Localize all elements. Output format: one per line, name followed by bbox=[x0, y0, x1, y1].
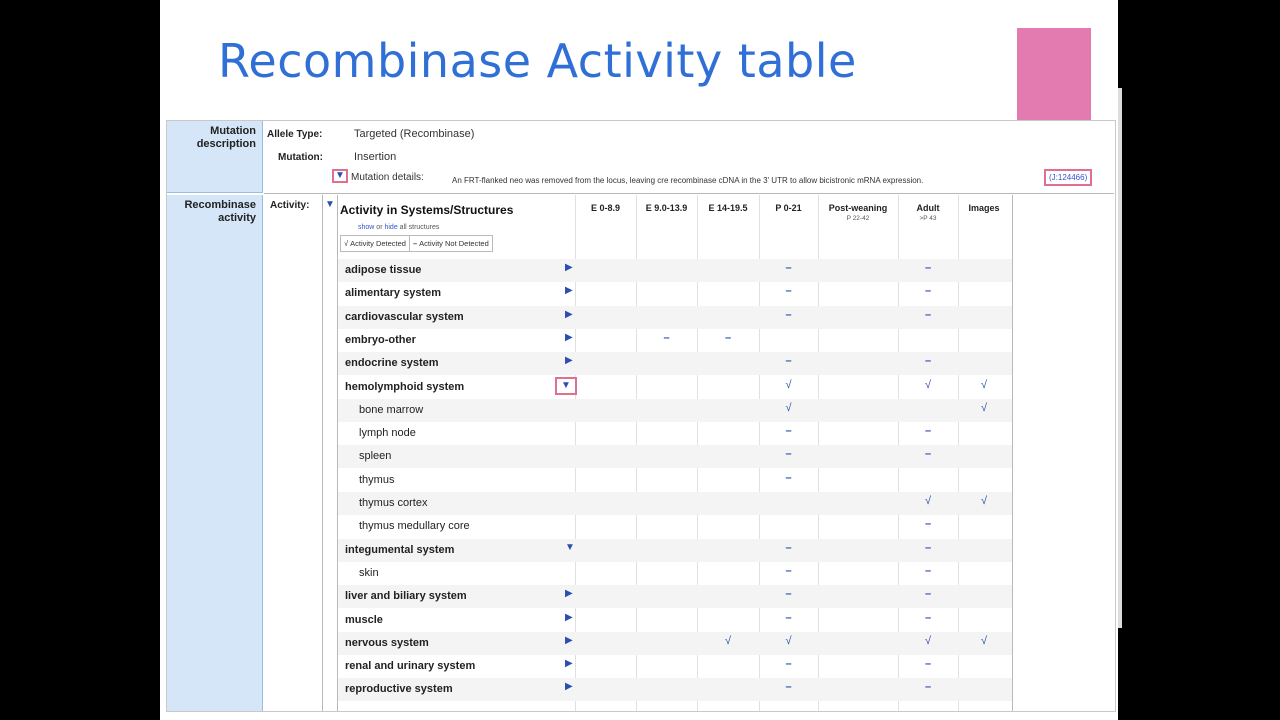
structure-row bbox=[338, 585, 1012, 608]
structure-label: reproductive system bbox=[345, 683, 453, 696]
structure-label: muscle bbox=[345, 613, 383, 626]
mutation-description-body bbox=[264, 121, 1114, 194]
or-text: or bbox=[376, 224, 383, 231]
allele-type-key: Allele Type: bbox=[267, 129, 323, 140]
show-all-link[interactable]: show bbox=[358, 224, 375, 231]
mutation-details-toggle[interactable] bbox=[332, 169, 348, 183]
show-hide-controls bbox=[358, 224, 439, 231]
activity-not-detected-mark: – bbox=[785, 588, 792, 601]
activity-not-detected-mark: – bbox=[924, 658, 932, 671]
mutation-details-text: An FRT-flanked neo was removed from the locus, leaving cre recombinase cDNA in the 3' UTR to allow bicistronic mRNA expression. bbox=[452, 176, 924, 185]
column-header bbox=[898, 203, 958, 222]
structure-label: thymus cortex bbox=[359, 497, 428, 509]
structure-label: cardiovascular system bbox=[345, 310, 464, 323]
legend-not-detected-label: Activity Not Detected bbox=[419, 239, 489, 248]
structure-label: adipose tissue bbox=[345, 264, 422, 276]
activity-not-detected-mark: – bbox=[663, 331, 670, 344]
expand-triangle-icon[interactable]: ▶ bbox=[565, 658, 573, 670]
structure-row bbox=[338, 329, 1012, 352]
structure-row bbox=[338, 515, 1012, 538]
mutation-description-label: Mutation description bbox=[167, 121, 263, 193]
structure-label: liver and biliary system bbox=[345, 590, 467, 603]
activity-grid-title: Activity in Systems/Structures bbox=[340, 203, 514, 217]
activity-detected-mark: √ bbox=[924, 634, 932, 647]
activity-not-detected-mark: – bbox=[785, 262, 792, 274]
column-header bbox=[697, 203, 759, 213]
column-header-label: P 0-21 bbox=[775, 203, 802, 213]
activity-detected-mark: √ bbox=[785, 378, 792, 391]
activity-column bbox=[264, 195, 335, 711]
structure-row bbox=[338, 562, 1012, 585]
activity-grid bbox=[337, 195, 1013, 711]
activity-not-detected-mark: – bbox=[924, 285, 932, 298]
column-header bbox=[759, 203, 818, 213]
mutation-value: Insertion bbox=[354, 151, 397, 163]
activity-not-detected-mark: – bbox=[785, 564, 792, 577]
expand-triangle-icon[interactable]: ▶ bbox=[565, 285, 573, 297]
triangle-down-icon: ▼ bbox=[335, 170, 345, 181]
activity-not-detected-mark: – bbox=[924, 588, 932, 601]
expand-triangle-icon[interactable]: ▶ bbox=[565, 611, 573, 623]
structure-row bbox=[338, 632, 1012, 655]
structure-label: skin bbox=[359, 566, 379, 579]
decorative-pink-block bbox=[1017, 28, 1091, 120]
allele-type-value: Targeted (Recombinase) bbox=[354, 128, 475, 140]
structure-row bbox=[338, 492, 1012, 515]
structure-row bbox=[338, 399, 1012, 422]
activity-toggle-icon[interactable]: ▼ bbox=[325, 199, 335, 210]
slide-title: Recombinase Activity table bbox=[218, 34, 857, 88]
structure-label: alimentary system bbox=[345, 287, 441, 300]
activity-not-detected-mark: – bbox=[785, 355, 792, 368]
column-header bbox=[818, 203, 898, 222]
structure-label: integumental system bbox=[345, 543, 455, 556]
structure-row bbox=[338, 259, 1012, 282]
mutation-details-key: Mutation details: bbox=[351, 172, 424, 183]
structure-label: endocrine system bbox=[345, 357, 439, 370]
allele-detail-panel bbox=[166, 120, 1116, 712]
all-structures-text: all structures bbox=[399, 224, 440, 231]
activity-not-detected-mark: – bbox=[924, 308, 932, 321]
structure-row bbox=[338, 352, 1012, 375]
structure-row bbox=[338, 376, 1012, 399]
expand-triangle-icon[interactable]: ▶ bbox=[565, 681, 573, 693]
activity-detected-mark: √ bbox=[724, 634, 732, 647]
activity-not-detected-mark: – bbox=[924, 564, 932, 577]
structure-row bbox=[338, 539, 1012, 562]
collapse-triangle-icon[interactable]: ▼ bbox=[555, 377, 577, 395]
activity-not-detected-mark: – bbox=[785, 541, 792, 554]
checkmark-icon: √ bbox=[344, 239, 349, 248]
activity-not-detected-mark: – bbox=[924, 681, 932, 694]
activity-not-detected-mark: – bbox=[724, 331, 732, 344]
dash-icon: – bbox=[412, 239, 418, 248]
structure-label: embryo-other bbox=[345, 333, 416, 346]
expand-triangle-icon[interactable]: ▶ bbox=[565, 308, 573, 320]
expand-triangle-icon[interactable]: ▶ bbox=[565, 355, 573, 367]
activity-detected-mark: √ bbox=[980, 634, 988, 647]
activity-not-detected-mark: – bbox=[924, 262, 932, 274]
activity-not-detected-mark: – bbox=[785, 611, 792, 624]
column-header-label: Adult bbox=[916, 203, 940, 213]
structure-row bbox=[338, 306, 1012, 329]
activity-detected-mark: √ bbox=[924, 495, 932, 507]
activity-not-detected-mark: – bbox=[924, 518, 932, 531]
activity-not-detected-mark: – bbox=[924, 541, 932, 554]
column-header-label: E 0-8.9 bbox=[590, 203, 621, 213]
column-header-label: Post-weaning bbox=[828, 203, 888, 213]
reference-link[interactable]: (J:124466) bbox=[1044, 169, 1092, 186]
expand-triangle-icon[interactable]: ▶ bbox=[565, 331, 573, 343]
activity-not-detected-mark: – bbox=[785, 425, 792, 438]
activity-not-detected-mark: – bbox=[785, 658, 792, 671]
structure-label: spleen bbox=[359, 450, 392, 463]
mutation-key: Mutation: bbox=[278, 152, 323, 163]
structure-row bbox=[338, 655, 1012, 678]
activity-detected-mark: √ bbox=[924, 378, 932, 391]
expand-triangle-icon[interactable]: ▶ bbox=[565, 588, 573, 600]
activity-not-detected-mark: – bbox=[785, 471, 792, 484]
activity-detected-mark: √ bbox=[785, 634, 792, 647]
activity-legend bbox=[340, 235, 493, 252]
activity-detected-mark: √ bbox=[980, 401, 988, 414]
column-header-label: Images bbox=[968, 203, 1000, 213]
activity-not-detected-mark: – bbox=[924, 355, 932, 368]
structure-label: lymph node bbox=[359, 427, 416, 440]
activity-detected-mark: √ bbox=[980, 378, 988, 391]
activity-not-detected-mark: – bbox=[785, 308, 792, 321]
column-header-label: E 14-19.5 bbox=[708, 203, 748, 213]
column-header-sublabel: >P 43 bbox=[919, 215, 937, 222]
structure-label: hemolymphoid system bbox=[345, 380, 465, 393]
activity-not-detected-mark: – bbox=[924, 448, 932, 461]
structure-row bbox=[338, 445, 1012, 468]
activity-detected-mark: √ bbox=[980, 495, 988, 507]
column-header bbox=[636, 203, 697, 213]
activity-not-detected-mark: – bbox=[924, 425, 932, 438]
column-header bbox=[958, 203, 1010, 213]
activity-not-detected-mark: – bbox=[785, 448, 792, 461]
activity-detected-mark: √ bbox=[785, 401, 792, 414]
column-header-sublabel: P 22-42 bbox=[846, 215, 870, 222]
structure-row bbox=[338, 282, 1012, 305]
expand-triangle-icon[interactable]: ▶ bbox=[565, 262, 573, 273]
activity-not-detected-mark: – bbox=[785, 285, 792, 298]
structure-row bbox=[338, 609, 1012, 632]
legend-detected-label: Activity Detected bbox=[350, 239, 406, 248]
legend-not-detected bbox=[410, 236, 492, 251]
structure-row bbox=[338, 469, 1012, 492]
decorative-strip bbox=[1118, 88, 1122, 628]
hide-all-link[interactable]: hide bbox=[384, 224, 398, 231]
structure-label: thymus bbox=[359, 473, 395, 486]
column-header-label: E 9.0-13.9 bbox=[645, 203, 688, 213]
structure-row bbox=[338, 678, 1012, 701]
structure-label: thymus medullary core bbox=[359, 520, 470, 533]
structure-label: renal and urinary system bbox=[345, 660, 476, 673]
structure-label: nervous system bbox=[345, 636, 429, 649]
column-header bbox=[575, 203, 636, 213]
activity-not-detected-mark: – bbox=[785, 681, 792, 694]
activity-not-detected-mark: – bbox=[924, 611, 932, 624]
structure-row bbox=[338, 422, 1012, 445]
collapse-triangle-icon[interactable]: ▼ bbox=[565, 541, 575, 553]
activity-key: Activity: bbox=[270, 200, 310, 211]
expand-triangle-icon[interactable]: ▶ bbox=[565, 634, 573, 646]
structure-label: bone marrow bbox=[359, 403, 424, 416]
legend-detected bbox=[341, 236, 410, 251]
recombinase-activity-label: Recombinase activity bbox=[167, 195, 263, 711]
